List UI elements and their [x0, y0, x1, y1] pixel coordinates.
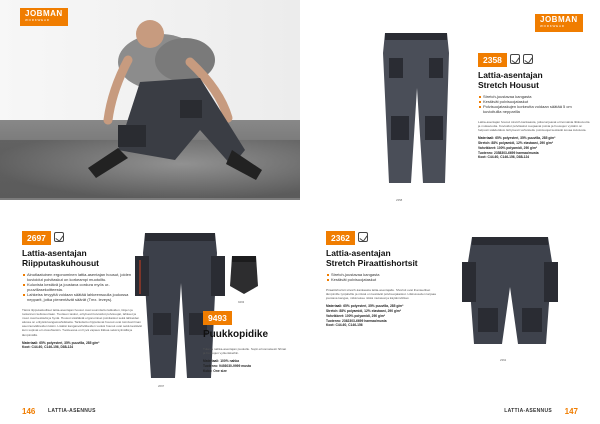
- product-description: Lattia-asentajan housut stretch-kankaasta, jotka tarjoavat erinomaista liikkuvuutta ja mukavuutta. Kuvioidut polvitaskut suojaavat polvia ja housujen vyötärö on helposti säädettävä. Erityisesti vahvistettu polvisuojat kestävät kovaa kulutusta.: [478, 120, 590, 133]
- jobman-logo: JOBMAN WORKWEAR: [20, 8, 68, 26]
- feature-item: Polvisuojataskujen korkeutta voidaan säätää 5 cm kuvioituilla nepparilla: [478, 104, 590, 114]
- product-description: Piraattishortsit stretch-kankaasta lattia-asentajalle. Shortsit ovat ihanteelliset lämpimille työpäiville ja niissä on kestävät polvisuojataskut. Liikkuvuuden tarjoaa joustava kangas, mikä tekee niistä mukavat ja käytännölliset.: [326, 288, 436, 301]
- section-footer: LATTIA-ASENNUS: [48, 408, 96, 414]
- product-image-2362: [460, 232, 560, 352]
- jobman-logo: JOBMAN WORKWEAR: [535, 14, 583, 32]
- product-specs: Materiaali: 100% nahka Tuotenro: 9493030-9999 musta Koko: One size: [203, 359, 251, 373]
- product-specs: Materiaali: 65% polyesteri, 35% puuvilla, 285 g/m² Stretch: 88% polyamidi, 12% elastaani, 290 g/m² Vahvikkeet: 100% polyamidi, 290 g/m² Tuotenro: 2362303-6699 harmaa/musta Koot: C44-60, C146-156: [326, 304, 404, 328]
- image-code: 2362: [500, 358, 507, 362]
- product-description: Tukeva nahka-asentajan puukolle. Sopii erinomaisesti hihnat ja housujen vyölenkkeihin.: [203, 347, 287, 356]
- product-image-9493: [228, 252, 260, 296]
- right-page: [300, 0, 600, 424]
- product-image-2358: [375, 28, 457, 188]
- feature-item: Stretch-joustavaa kangasta: [326, 272, 444, 277]
- certification-icon: [523, 54, 533, 64]
- product-code-badge: 2362: [326, 231, 355, 245]
- product-title: Puukkopidike: [203, 329, 269, 340]
- worker-image: [0, 0, 300, 198]
- page-number: 147: [564, 407, 578, 416]
- feature-item: Kestävät polvisuojataskut: [326, 277, 444, 282]
- image-code: 9493: [238, 300, 245, 304]
- product-code-badge: 9493: [203, 311, 232, 325]
- feature-item: Lahkeiss tevyyttä voidaan säätää lahkeensuulla joukossa nepparit, jotka pienentävät säärät (Tmx. leveys).: [22, 292, 142, 302]
- section-footer: LATTIA-ASENNUS: [504, 408, 552, 414]
- feature-item: Kuluvista kestävä ja joustava cordura myös ur- puuvillasekoitteesta.: [22, 282, 142, 292]
- hero-photo: [0, 0, 300, 198]
- product-title: Lattia-asentajan Stretch Piraattishortsit: [326, 248, 418, 268]
- product-code-badge: 2358: [478, 53, 507, 67]
- feature-item: Stretch-joustavaa kangasta: [478, 94, 590, 99]
- feature-item: Kestävät polvisuojataskut: [478, 99, 590, 104]
- feature-item: Ainutlaatuinen ergonominen lattia-asentajan housut, joiden kuvioidut polvitaskut on korkeampi muotoiltu.: [22, 272, 142, 282]
- certification-icon: [510, 54, 520, 64]
- page-number: 146: [22, 407, 36, 416]
- product-title: Lattia-asentajan Riipputaskuhousut: [22, 248, 99, 268]
- feature-list: [22, 272, 142, 302]
- product-description: Tämä riipputaskulliset lattia-asentajan housut ovat suunniteltu lattioiden, tilojen ja tuotannon kellosuurtaan. Tuotteen taskut, erityisesti kuvioidut polvisuojat, lahkeet ja muut ovat kestäviä ja hyviä. Housut sisältävät ergonomiset polvitaskut sekä lahkeiden alussa on erityisiä kangasvahvikkeita. Tarkoitettu riippuilevat housut ovat toimivat ilman asennusvälineiden käsin. Lisäksi kangasvahvikkeiden vuoksi housut ovat sekä kestävät kuin sopivat eri olosuhteisiin. Tuotteessa on hyvä vapaus liikkua sekä kylmällä ja lämpimällä.: [22, 308, 142, 337]
- certification-icon: [358, 232, 368, 242]
- certification-icon: [54, 232, 64, 242]
- image-code: 2697: [158, 384, 165, 388]
- product-specs: Materiaali: 65% polyesteri, 35% puuvilla, 285 g/m² Stretch: 88% polyamidi, 12% elastaani, 290 g/m² Vahvikkeet: 100% polyamidi, 290 g/m² Tuotenro: 2358303-6699 harmaa/musta Koot: C44-60, C146-156, D88-124: [478, 136, 556, 160]
- feature-list: [326, 272, 444, 282]
- product-title: Lattia-asentajan Stretch Housut: [478, 70, 543, 90]
- product-code-badge: 2697: [22, 231, 51, 245]
- feature-list: [478, 94, 590, 114]
- image-code: 2358: [396, 198, 403, 202]
- product-specs: Materiaali: 65% polyesteri, 35% puuvilla, 285 g/m² Koot: C44-60, C146-156, D88-124: [22, 340, 100, 350]
